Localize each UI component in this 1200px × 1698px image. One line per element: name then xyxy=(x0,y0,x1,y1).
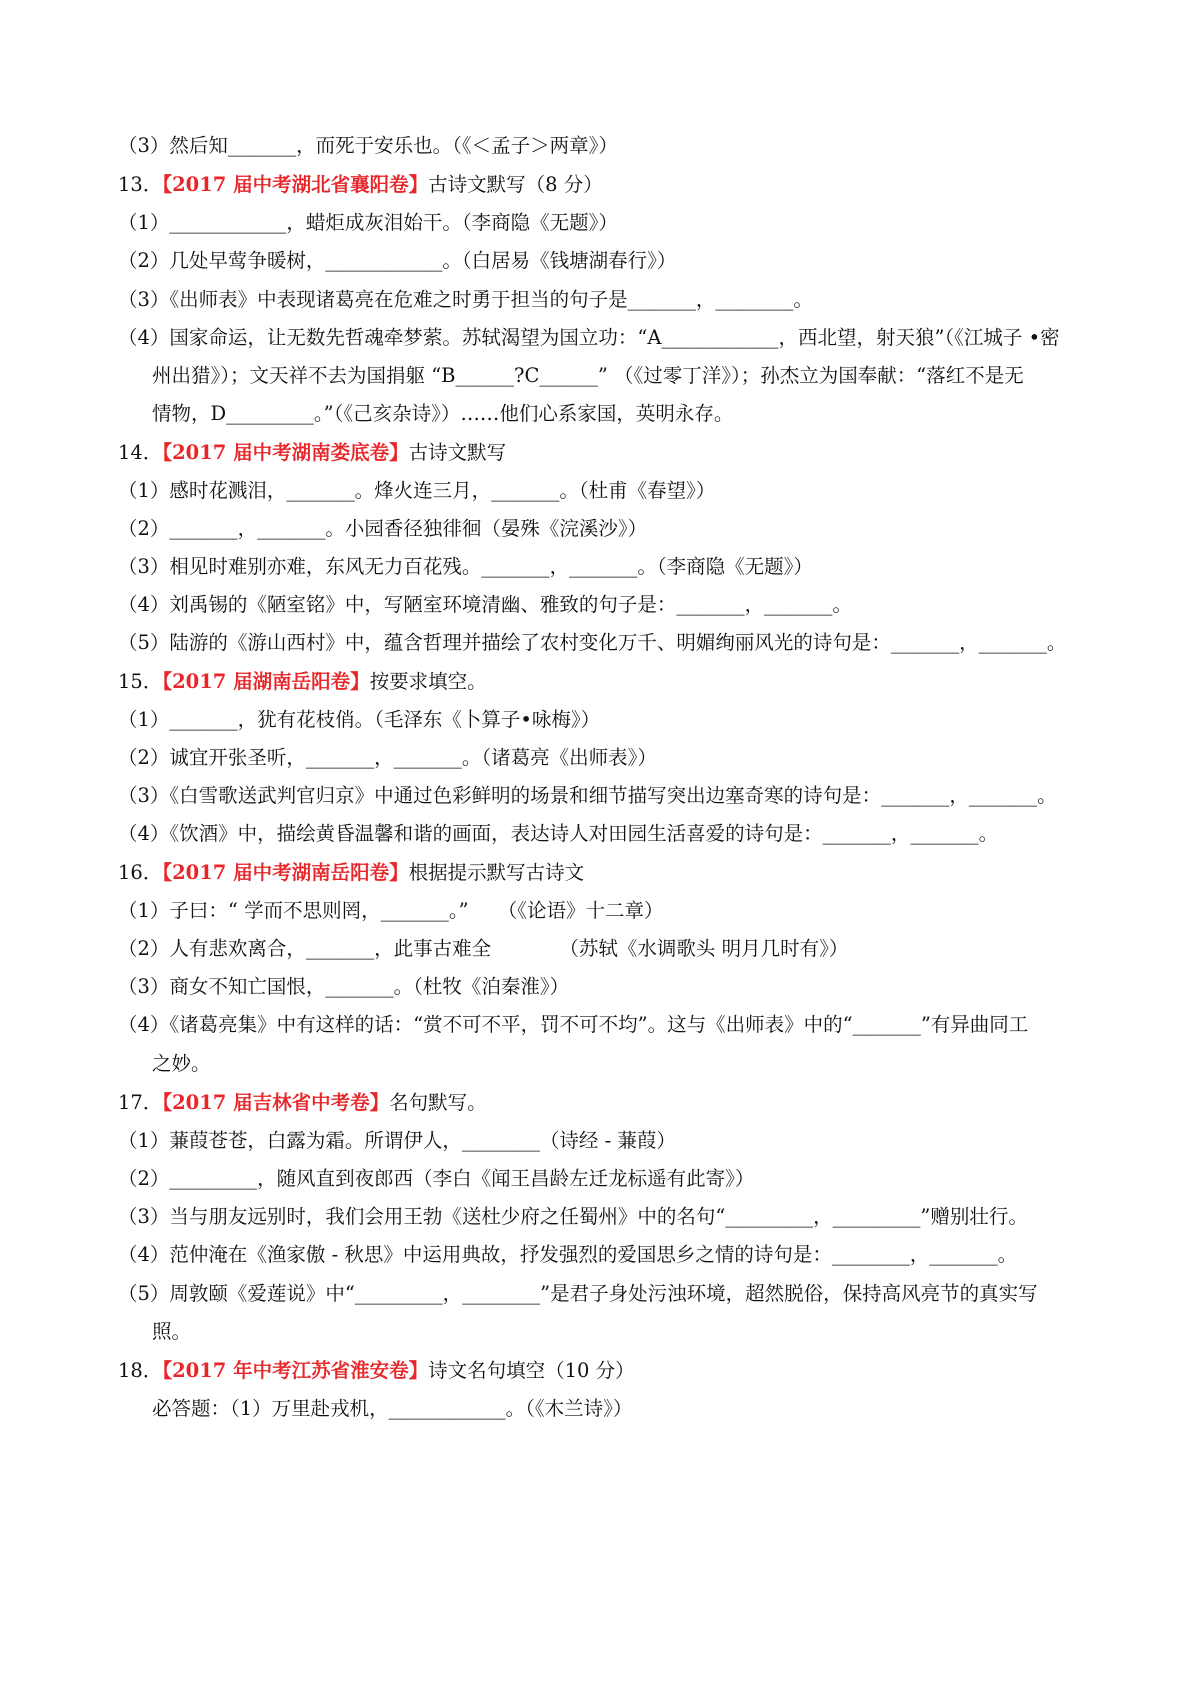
line-text: 根据提示默写古诗文 xyxy=(408,861,585,884)
question-line xyxy=(118,1242,1108,1268)
question-line xyxy=(118,1204,1108,1230)
line-text: 名句默写。 xyxy=(389,1091,487,1114)
question-number: 15． xyxy=(118,670,163,693)
line-text: （1）_______，犹有花枝俏。（毛泽东《卜算子•咏梅》） xyxy=(118,708,601,731)
question-line xyxy=(118,707,1108,733)
question-line xyxy=(152,1319,1142,1345)
question-line xyxy=(152,401,1142,427)
line-text: （2）诚宜开张圣听，_______，_______。（诸葛亮《出师表》） xyxy=(118,746,657,769)
line-text: 按要求填空。 xyxy=(369,670,487,693)
line-text: 古诗文默写 xyxy=(408,441,507,464)
line-text: （3）然后知_______，而死于安乐也。（《＜孟子＞两章》） xyxy=(118,134,618,157)
line-text: （4）《饮酒》中，描绘黄昏温馨和谐的画面，表达诗人对田园生活喜爱的诗句是：_______，_______。 xyxy=(118,822,999,845)
question-line xyxy=(118,974,1108,1000)
line-text: 之妙。 xyxy=(152,1052,211,1075)
question-number: 16． xyxy=(118,861,163,884)
line-text: （1）蒹葭苍苍，白露为霜。所谓伊人，________（诗经 - 蒹葭） xyxy=(118,1129,676,1152)
line-text: （2）_______，_______。小园香径独徘徊（晏殊《浣溪沙》） xyxy=(118,517,648,540)
question-line xyxy=(118,898,1108,924)
question-line xyxy=(118,630,1108,656)
line-text: （2）_________，随风直到夜郎西（李白《闻王昌龄左迁龙标遥有此寄》） xyxy=(118,1167,755,1190)
question-line xyxy=(118,592,1108,618)
exam-source-label: 【2017 届中考湖南娄底卷】 xyxy=(162,441,409,464)
question-heading xyxy=(118,860,1108,886)
question-number: 14． xyxy=(118,441,163,464)
question-line xyxy=(118,516,1108,542)
question-line xyxy=(118,1166,1108,1192)
line-text: （1）____________，蜡炬成灰泪始干。（李商隐《无题》） xyxy=(118,211,618,234)
line-text: （4）《诸葛亮集》中有这样的话：“赏不可不平，罚不可不均”。这与《出师表》中的“_______”有异曲同工 xyxy=(118,1013,1029,1036)
question-line xyxy=(118,248,1108,274)
question-line xyxy=(118,1012,1108,1038)
question-line xyxy=(118,287,1108,313)
question-line xyxy=(118,745,1108,771)
question-line xyxy=(118,783,1108,809)
line-text: （2）几处早莺争暖树，____________。（白居易《钱塘湖春行》） xyxy=(118,249,677,272)
line-text: 古诗文默写（8 分） xyxy=(428,173,603,196)
question-number: 17． xyxy=(118,1091,163,1114)
question-number: 18． xyxy=(118,1359,163,1382)
line-text: （2）人有悲欢离合，_______，此事古难全 （苏轼《水调歌头 明月几时有》） xyxy=(118,937,849,960)
line-text: 诗文名句填空（10 分） xyxy=(428,1359,635,1382)
line-text: （3）当与朋友远别时，我们会用王勃《送杜少府之任蜀州》中的名句“_________，_________”赠别壮行。 xyxy=(118,1205,1028,1228)
question-line xyxy=(118,133,1108,159)
question-line xyxy=(118,210,1108,236)
line-text: （3）商女不知亡国恨，_______。（杜牧《泊秦淮》） xyxy=(118,975,570,998)
question-line xyxy=(118,325,1108,351)
exam-source-label: 【2017 届湖南岳阳卷】 xyxy=(162,670,370,693)
line-text: （1）子曰：“ 学而不思则罔，_______。” （《论语》十二章） xyxy=(118,899,664,922)
exam-source-label: 【2017 年中考江苏省淮安卷】 xyxy=(162,1359,429,1382)
line-text: 情物，D_________。”（《己亥杂诗》）……他们心系家国，英明永存。 xyxy=(152,402,734,425)
line-text: （3）相见时难别亦难，东风无力百花残。_______，_______。（李商隐《无题》） xyxy=(118,555,813,578)
exam-source-label: 【2017 届中考湖北省襄阳卷】 xyxy=(162,173,429,196)
exam-source-label: 【2017 届中考湖南岳阳卷】 xyxy=(162,861,409,884)
question-line xyxy=(118,1281,1108,1307)
line-text: （3）《白雪歌送武判官归京》中通过色彩鲜明的场景和细节描写突出边塞奇寒的诗句是：_______，_______。 xyxy=(118,784,1057,807)
line-text: （5）陆游的《游山西村》中，蕴含哲理并描绘了农村变化万千、明媚绚丽风光的诗句是：_______，_______。 xyxy=(118,631,1067,654)
question-heading xyxy=(118,172,1108,198)
line-text: 必答题：（1）万里赴戎机，____________。（《木兰诗》） xyxy=(152,1397,633,1420)
question-heading xyxy=(118,669,1108,695)
question-line xyxy=(118,936,1108,962)
line-text: （4）范仲淹在《渔家傲 - 秋思》中运用典故，抒发强烈的爱国思乡之情的诗句是：________，_______。 xyxy=(118,1243,1018,1266)
question-number: 13． xyxy=(118,173,163,196)
question-heading xyxy=(118,1358,1108,1384)
line-text: （4）国家命运，让无数先哲魂牵梦萦。苏轼渴望为国立功：“A____________，西北望，射天狼”（《江城子 •密 xyxy=(118,326,1060,349)
question-line xyxy=(118,1128,1108,1154)
question-line xyxy=(118,478,1108,504)
question-line xyxy=(152,363,1142,389)
exam-source-label: 【2017 届吉林省中考卷】 xyxy=(162,1091,390,1114)
line-text: （4）刘禹锡的《陋室铭》中，写陋室环境清幽、雅致的句子是：_______，_______。 xyxy=(118,593,852,616)
line-text: （1）感时花溅泪，_______。烽火连三月，_______。（杜甫《春望》） xyxy=(118,479,716,502)
question-heading xyxy=(118,1090,1108,1116)
question-line xyxy=(118,554,1108,580)
line-text: （3）《出师表》中表现诸葛亮在危难之时勇于担当的句子是_______，________。 xyxy=(118,288,813,311)
question-heading xyxy=(118,440,1108,466)
line-text: （5）周敦颐《爱莲说》中“_________，________”是君子身处污浊环境，超然脱俗，保持高风亮节的真实写 xyxy=(118,1282,1038,1305)
line-text: 照。 xyxy=(152,1320,192,1343)
question-line xyxy=(152,1051,1142,1077)
question-line xyxy=(118,821,1108,847)
question-line xyxy=(152,1396,1142,1422)
line-text: 州出猎》）；文天祥不去为国捐躯 “B______?C______” （《过零丁洋》）；孙杰立为国奉献：“落红不是无 xyxy=(152,364,1024,387)
